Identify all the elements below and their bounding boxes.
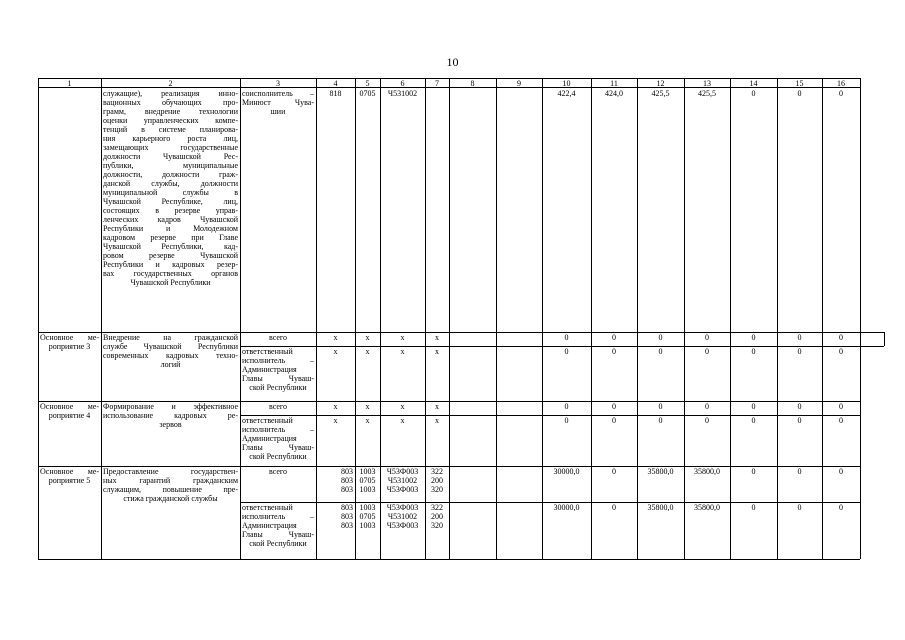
measure-name-line: службе Чувашской Республики [103,342,238,351]
measure-name-line: Предоставление государствен- [103,467,238,476]
measure-label-line: Основное ме- [40,467,99,476]
value-col-11: 0 [612,333,616,342]
column-rule [38,78,39,559]
value-col-13: 0 [705,402,709,411]
column-header-8: 8 [470,79,475,88]
value-col-14: 0 [751,503,756,512]
value-col-13: 425,5 [698,89,716,98]
executor-total: всего [268,402,287,411]
x-mark: x [365,333,370,342]
code-rz: 0705 [359,476,376,485]
executor-line: шии [270,107,286,116]
value-col-13: 35800,0 [694,503,720,512]
column-rule [591,78,592,559]
column-rule [425,78,426,559]
measure-name-line: данской службы, должности [103,179,238,188]
measure-name-line: Республики и кадровых резер- [103,260,238,269]
executor-line: исполнитель – [242,425,314,434]
x-mark: x [333,416,338,425]
row-rule [860,332,884,333]
measure-name-line: должности Чувашской Рес- [103,152,238,161]
executor-line: исполнитель – [242,512,314,521]
value-col-10: 422,4 [557,89,576,98]
code-gr: 803 [341,503,353,512]
x-mark: x [333,402,338,411]
executor-line: исполнитель – [242,356,314,365]
measure-name-line: зервов [159,420,182,429]
value-col-14: 0 [751,416,756,425]
measure-name-line: Чувашской Республике, лиц, [103,197,238,206]
measure-name-line: должности, должности граж- [103,170,238,179]
code-rz: 0705 [359,89,376,98]
measure-name-line: логий [160,360,181,369]
executor-line: Минюст Чува- [242,98,314,107]
value-col-15: 0 [797,416,802,425]
value-col-14: 0 [751,333,756,342]
value-col-14: 0 [751,467,756,476]
measure-name-line: современных кадровых техно- [103,351,238,360]
value-col-15: 0 [797,467,802,476]
value-col-11: 0 [612,467,616,476]
value-col-16: 0 [839,89,843,98]
code-rz: 1003 [359,521,376,530]
column-rule [380,78,381,559]
value-col-16: 0 [839,347,843,356]
value-col-13: 35800,0 [694,467,720,476]
value-col-11: 0 [612,416,616,425]
code-csr: Ч53Ф003 [386,467,419,476]
column-rule [355,78,356,559]
code-gr: 803 [341,476,353,485]
value-col-11: 0 [612,402,616,411]
x-mark: x [365,402,370,411]
measure-name-line: муниципальной службы в [103,188,238,197]
row-rule [860,346,884,347]
code-gr: 818 [329,89,342,98]
value-col-16: 0 [839,416,843,425]
executor-line: Главы Чуваш- [242,374,314,383]
measure-name-line: ровом резерве Чувашской [103,251,238,260]
value-col-10: 0 [564,416,569,425]
table-bottom-rule [38,559,860,560]
x-mark: x [435,333,439,342]
measure-name-line: кадровом резерве при Главе [103,233,238,242]
code-csr: Ч53Ф003 [386,503,419,512]
measure-name-line: Чувашской Республики, кад- [103,242,238,251]
code-vr: 322 [431,503,443,512]
measure-name-line: тенций в системе планирова- [103,125,238,134]
value-col-10: 30000,0 [553,503,580,512]
executor-line: Администрация [242,521,297,530]
value-col-14: 0 [751,347,756,356]
value-col-14: 0 [751,402,756,411]
measure-label-line: роприятие 5 [48,476,91,485]
column-header-2: 2 [168,79,173,88]
column-header-9: 9 [517,79,521,88]
column-rule [777,78,778,559]
column-rule [884,332,885,346]
measure-name-line: вационных обучающих про- [103,98,238,107]
value-col-15: 0 [797,503,802,512]
value-col-11: 424,0 [605,89,623,98]
column-header-13: 13 [703,79,711,88]
measure-name-line: ных гарантий гражданским [103,476,238,485]
executor-line: ответственный [242,347,293,356]
column-rule [449,78,450,559]
measure-label-line: Основное ме- [40,333,99,342]
code-gr: 803 [341,467,353,476]
value-col-10: 0 [564,333,569,342]
column-header-15: 15 [795,79,804,88]
x-mark: x [435,402,439,411]
code-vr: 322 [431,467,443,476]
value-col-16: 0 [839,333,843,342]
measure-label-line: Основное ме- [40,402,99,411]
column-header-10: 10 [562,79,571,88]
measure-name-line: Формирование и эффективное [103,402,238,411]
executor-total: всего [268,467,287,476]
value-col-15: 0 [797,347,802,356]
value-col-12: 425,5 [651,89,670,98]
column-header-1: 1 [67,79,72,88]
executor-line: Администрация [242,434,297,443]
value-col-11: 0 [612,503,616,512]
measure-name-line: Республики и Молодежном [103,224,238,233]
value-col-16: 0 [839,467,843,476]
column-rule [860,78,861,559]
x-mark: x [400,333,405,342]
measure-name-line: оценки управленческих компе- [103,116,238,125]
x-mark: x [400,402,405,411]
column-rule [637,78,638,559]
code-csr: Ч531002 [387,89,418,98]
measure-name-line: вах государственных органов [103,269,238,278]
code-csr: Ч53Ф003 [386,485,419,494]
value-col-16: 0 [839,402,843,411]
column-header-3: 3 [276,79,280,88]
column-rule [316,78,317,559]
code-rz: 1003 [359,467,376,476]
value-col-12: 35800,0 [647,467,674,476]
measure-name-line: замещающих государственные [103,143,238,152]
measure-name-line: Внедрение на гражданской [103,333,238,342]
code-vr: 320 [431,485,443,494]
value-col-13: 0 [705,333,709,342]
value-col-12: 35800,0 [647,503,674,512]
column-header-12: 12 [656,79,665,88]
page-number: 10 [446,55,459,69]
x-mark: x [435,347,439,356]
x-mark: x [333,347,338,356]
measure-label-line: роприятие 4 [48,411,91,420]
executor-line: Администрация [242,365,297,374]
column-header-6: 6 [400,79,405,88]
column-header-5: 5 [365,79,370,88]
code-vr: 200 [431,512,443,521]
column-rule [684,78,685,559]
x-mark: x [400,416,405,425]
value-col-15: 0 [797,89,802,98]
value-col-12: 0 [658,333,663,342]
measure-name-line: грамм, внедрение технологии [103,107,238,116]
measure-name-line: ния карьерного роста лиц, [103,134,238,143]
x-mark: x [435,416,439,425]
value-col-14: 0 [751,89,756,98]
measure-name-line: использование кадровых ре- [103,411,238,420]
value-col-10: 0 [564,347,569,356]
measure-name-line: стижа гражданской службы [123,494,218,503]
measure-name-line: публики, муниципальные [103,161,238,170]
value-col-12: 0 [658,402,663,411]
code-csr: Ч531002 [387,476,418,485]
executor-line: Главы Чуваш- [242,530,314,539]
x-mark: x [400,347,405,356]
executor-total: всего [268,333,287,342]
code-vr: 200 [431,476,443,485]
x-mark: x [365,416,370,425]
executor-line: соисполнитель – [242,89,314,98]
code-csr: Ч531002 [387,512,418,521]
x-mark: x [333,333,338,342]
column-rule [730,78,731,559]
column-rule [542,78,543,559]
executor-line: Главы Чуваш- [242,443,314,452]
measure-name-line: состоящих в резерве управ- [103,206,238,215]
column-header-16: 16 [837,79,845,88]
column-rule [101,78,102,559]
measure-name-line: служащим, повышение пре- [103,485,238,494]
value-col-13: 0 [705,347,709,356]
column-header-11: 11 [610,79,618,88]
code-gr: 803 [341,512,353,521]
code-rz: 1003 [359,503,376,512]
column-rule [822,78,823,559]
measure-label-line: роприятие 3 [48,342,91,351]
x-mark: x [365,347,370,356]
column-header-7: 7 [435,79,439,88]
column-rule [240,78,241,559]
code-gr: 803 [341,521,353,530]
code-vr: 320 [431,521,443,530]
executor-line: ской Республики [249,539,307,548]
value-col-15: 0 [797,333,802,342]
code-gr: 803 [341,485,353,494]
value-col-16: 0 [839,503,843,512]
measure-name-line: служащие), реализация инно- [103,89,238,98]
executor-line: ской Республики [249,383,307,392]
code-rz: 0705 [359,512,376,521]
value-col-10: 0 [564,402,569,411]
column-header-14: 14 [749,79,758,88]
column-rule [496,78,497,559]
code-csr: Ч53Ф003 [386,521,419,530]
value-col-15: 0 [797,402,802,411]
value-col-13: 0 [705,416,709,425]
measure-name-line: Чувашской Республики [130,278,211,287]
value-col-10: 30000,0 [553,467,580,476]
value-col-12: 0 [658,416,663,425]
value-col-11: 0 [612,347,616,356]
executor-line: ответственный [242,416,293,425]
executor-line: ответственный [242,503,293,512]
column-header-4: 4 [333,79,338,88]
executor-line: ской Республики [249,452,307,461]
code-rz: 1003 [359,485,376,494]
value-col-12: 0 [658,347,663,356]
measure-name-line: ленческих кадров Чувашской [103,215,238,224]
